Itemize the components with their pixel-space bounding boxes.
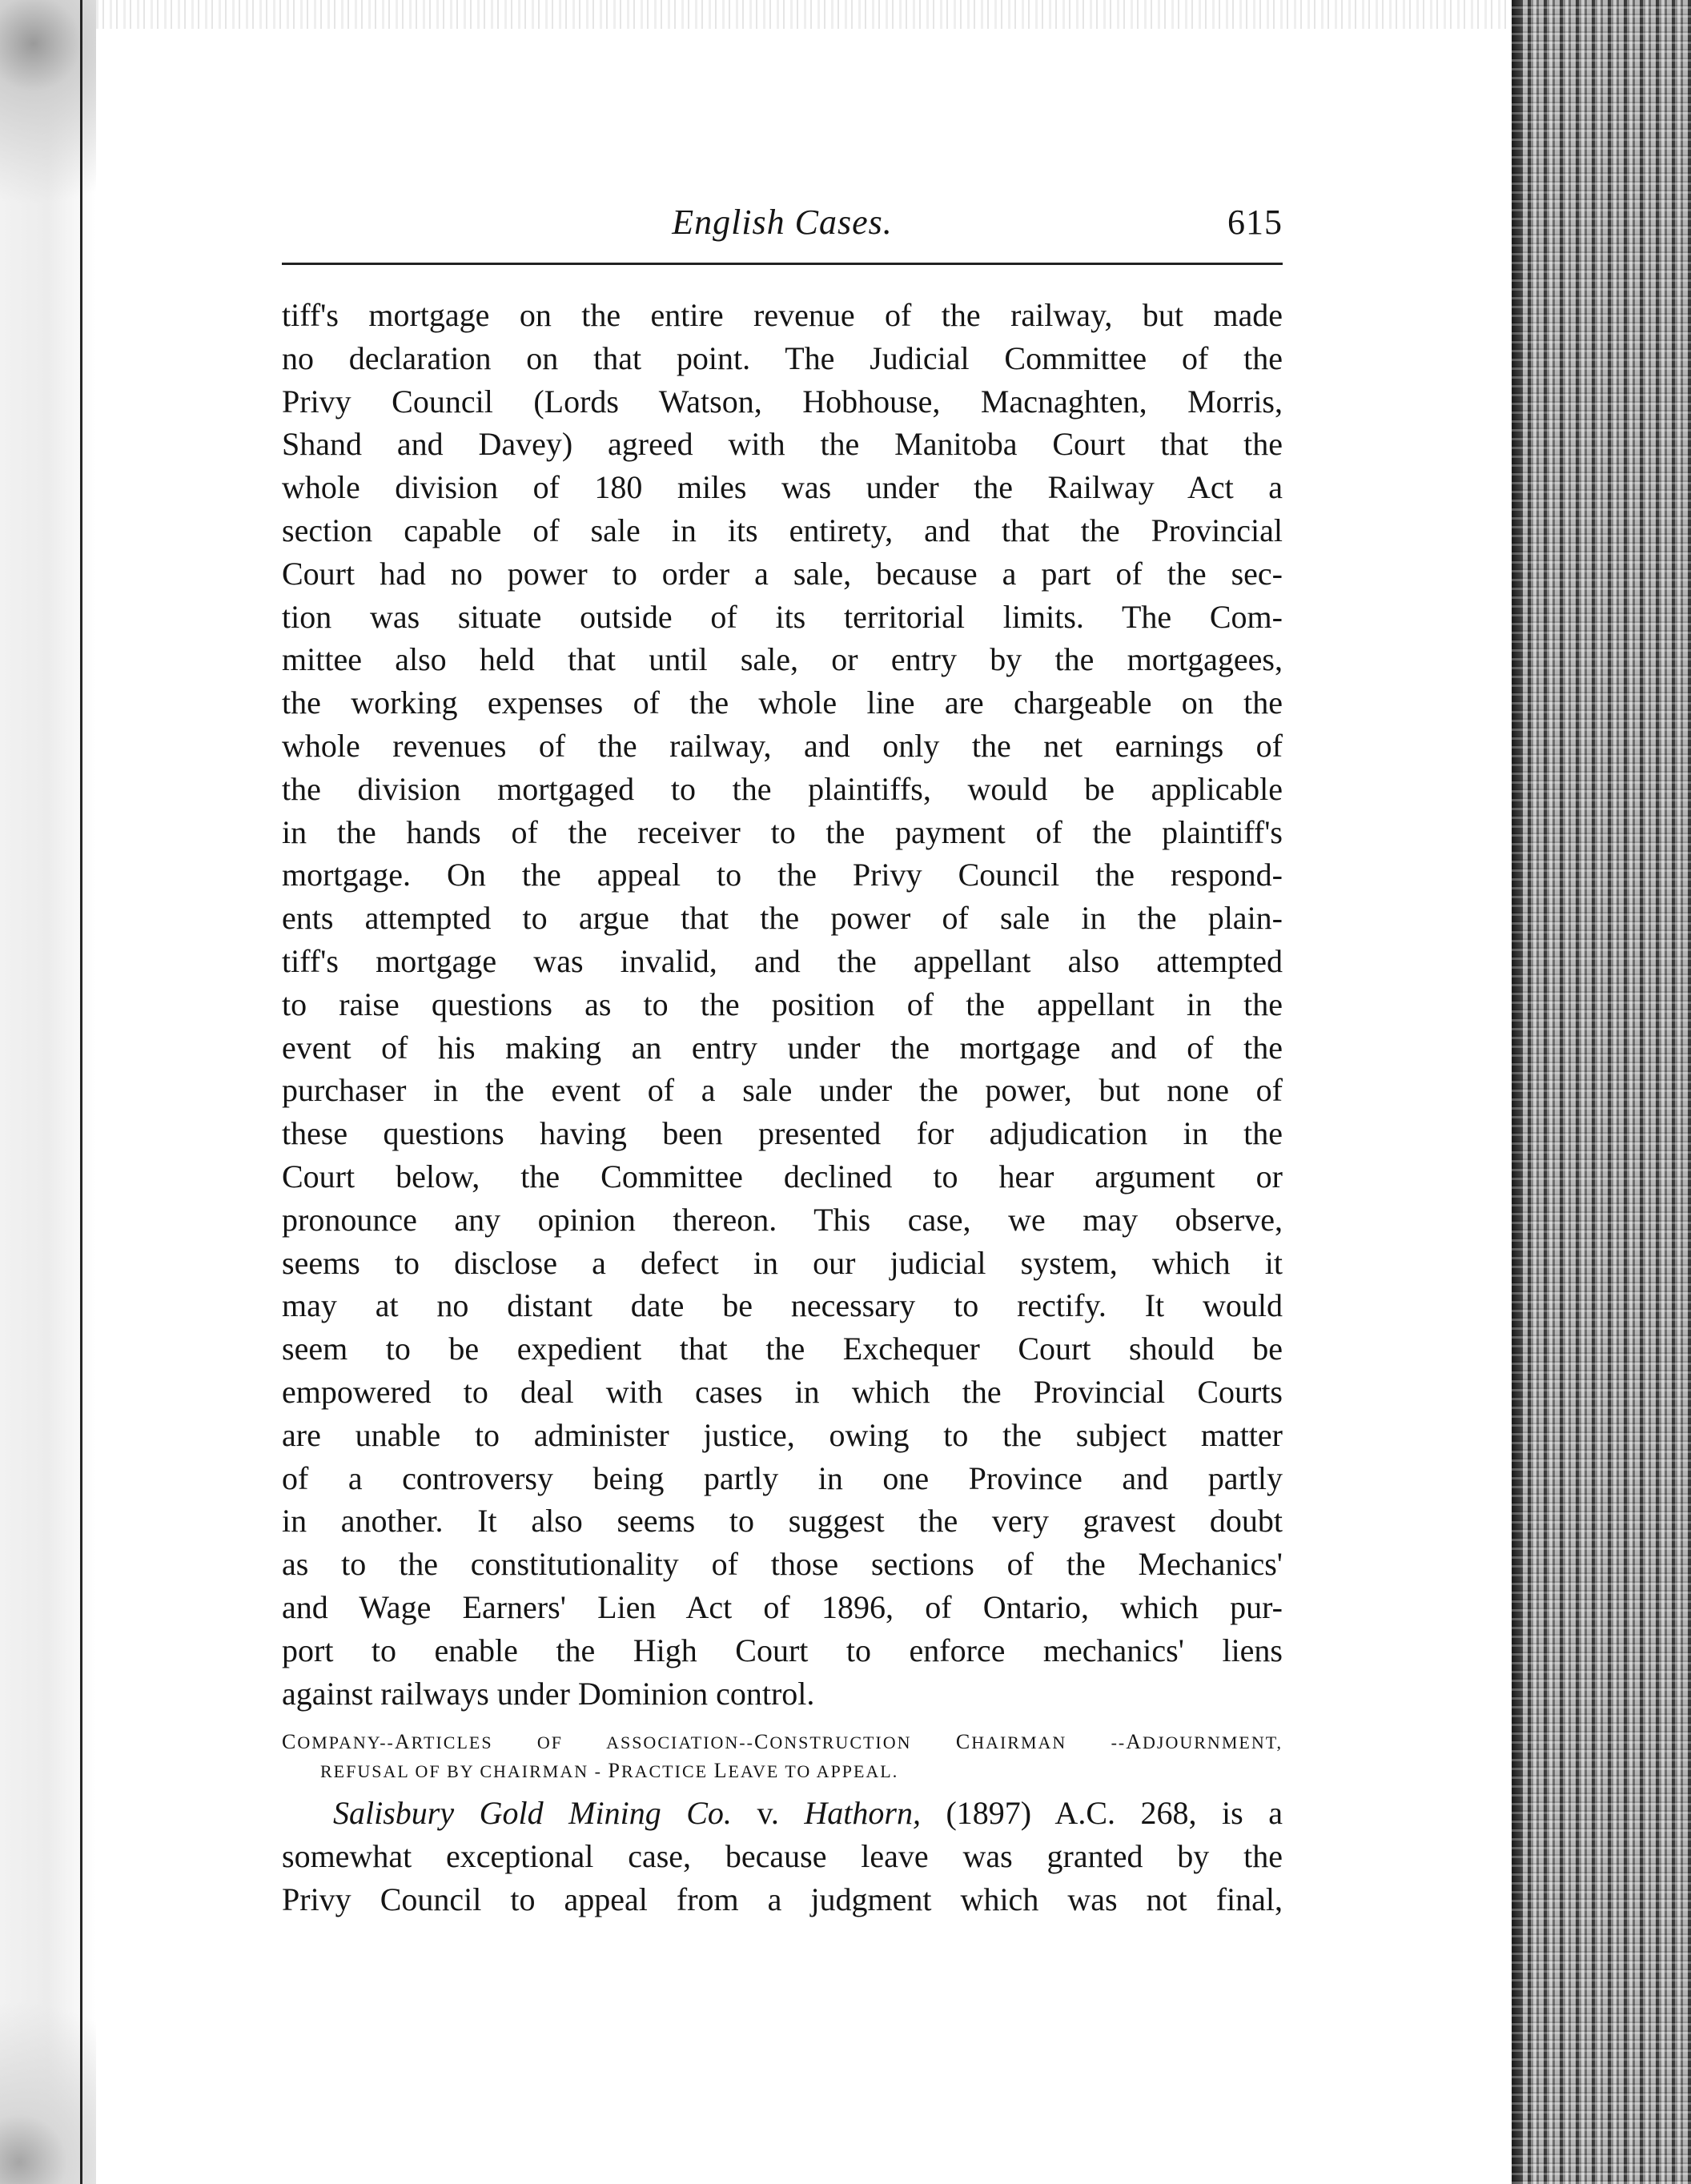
text-line: seem to be expedient that the Exchequer Court should be [282,1331,1283,1367]
case-citation-line [282,1792,1283,1835]
page-edge-texture [1512,0,1691,2184]
paragraph-case [282,1792,1283,1921]
text-line: event of his making an entry under the mortgage and of the [282,1029,1283,1066]
text-line: somewhat exceptional case, because leave was granted by the [282,1838,1283,1875]
text-line: Court below, the Committee declined to hear argument or [282,1158,1283,1194]
text-line: pronounce any opinion thereon. This case, we may observe, [282,1201,1283,1238]
text-line: Court had no power to order a sale, because a part of the sec- [282,555,1283,592]
text-line: section capable of sale in its entirety, and that the Provincial [282,512,1283,548]
text-line: Shand and Davey) agreed with the Manitoba Court that the [282,426,1283,463]
text-line: mortgage. On the appeal to the Privy Council the respond- [282,857,1283,893]
text-line: Privy Council to appeal from a judgment which was not final, [282,1881,1283,1917]
headnote-line: COMPANY--ARTICLES OF ASSOCIATION--CONSTRUCTION CHAIRMAN --ADJOURNMENT, [282,1730,1283,1754]
text-line: of a controversy being partly in one Province and partly [282,1459,1283,1496]
text-line: against railways under Dominion control. [282,1675,815,1712]
book-page [282,202,1283,1917]
text-line: may at no distant date be necessary to rectify. It would [282,1287,1283,1324]
text-line: tiff's mortgage on the entire revenue of the railway, but made [282,297,1283,333]
text-line: ents attempted to argue that the power of sale in the plain- [282,900,1283,937]
text-line: whole division of 180 miles was under the Railway Act a [282,469,1283,506]
text-line: port to enable the High Court to enforce mechanics' liens [282,1632,1283,1668]
text-line: no declaration on that point. The Judicial Committee of the [282,339,1283,376]
page-header [282,202,1283,263]
running-title: English Cases. [672,203,893,242]
text-line: and Wage Earners' Lien Act of 1896, of Ontario, which pur- [282,1588,1283,1625]
scanned-top-edge [96,0,1513,29]
header-rule [282,263,1283,265]
page-body [282,294,1283,1921]
text-line: empowered to deal with cases in which the Provincial Courts [282,1373,1283,1410]
text-line: are unable to administer justice, owing to the subject matter [282,1416,1283,1453]
text-line: the division mortgaged to the plaintiffs, would be applicable [282,770,1283,807]
scanned-binding-edge-left [0,0,96,2184]
page-number: 615 [1227,203,1283,242]
case-name: Salisbury Gold Mining Co. [333,1795,732,1832]
headnote-line: REFUSAL OF BY CHAIRMAN - PRACTICE LEAVE TO APPEAL. [320,1759,899,1783]
text-line: tiff's mortgage was invalid, and the appellant also attempted [282,942,1283,979]
text-line: these questions having been presented for adjudication in the [282,1115,1283,1152]
scanned-page-stack-edge [1512,0,1691,2184]
text-line: in the hands of the receiver to the payment of the plaintiff's [282,813,1283,850]
text-line: tion was situate outside of its territorial limits. The Com- [282,598,1283,635]
text-line: Privy Council (Lords Watson, Hobhouse, Macnaghten, Morris, [282,383,1283,420]
respondent-name: Hathorn, [804,1795,921,1832]
paragraph-continued [282,294,1283,1715]
text-line: mittee also held that until sale, or entry by the mortgagees, [282,641,1283,678]
text-line: as to the constitutionality of those sections of the Mechanics' [282,1546,1283,1583]
citation: (1897) A.C. 268, is a [920,1795,1283,1832]
text-line: whole revenues of the railway, and only the net earnings of [282,727,1283,764]
text-line: the working expenses of the whole line are chargeable on the [282,685,1283,721]
binding-rule [80,0,82,2184]
text-line: seems to disclose a defect in our judicial system, which it [282,1244,1283,1281]
case-headnote [282,1728,1283,1785]
text-line: to raise questions as to the position of the appellant in the [282,986,1283,1022]
text-line: in another. It also seems to suggest the very gravest doubt [282,1503,1283,1540]
text-line: purchaser in the event of a sale under the power, but none of [282,1072,1283,1109]
versus: v. [731,1795,805,1832]
